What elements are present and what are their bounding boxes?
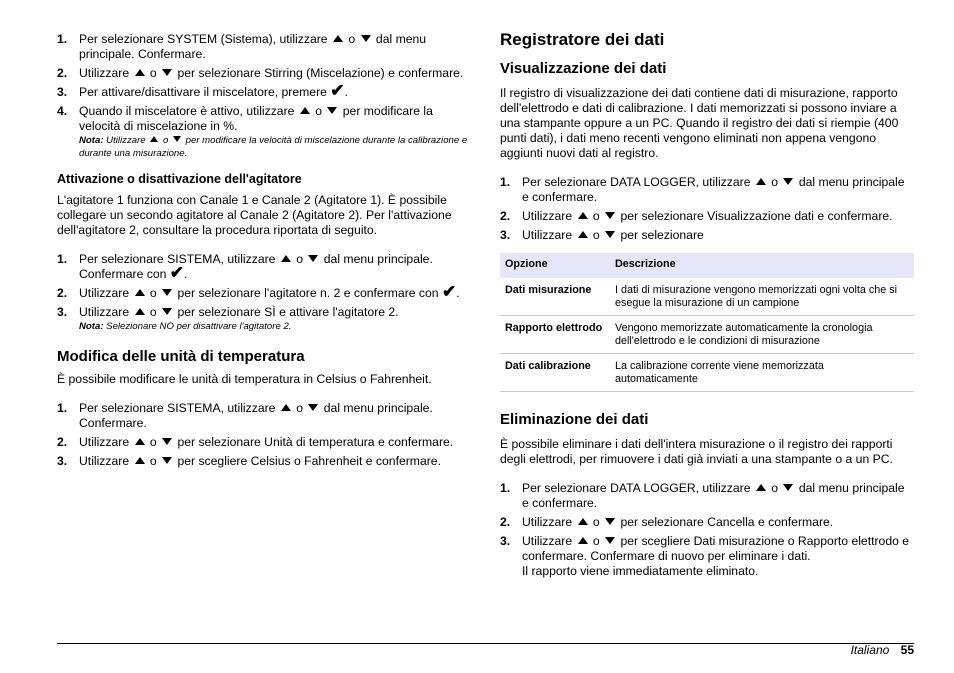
step-text: dal menu principale. Confermare con [79,252,433,281]
down-arrow-icon [162,457,172,464]
up-arrow-icon [333,35,343,42]
list-item [57,252,469,282]
list-item [500,209,914,224]
step-text: o [146,454,161,468]
page-number: 55 [900,643,914,657]
list-item [57,435,469,450]
note-label: Nota: [79,321,104,332]
list-item [57,81,469,100]
down-arrow-icon [308,255,318,262]
step-text: per selezionare Stirring (Miscelazione) e confermare. [174,66,464,80]
temperature-heading: Modifica delle unità di temperatura [57,348,305,365]
table-row [500,316,914,354]
temperature-paragraph: È possibile modificare le unità di temperatura in Celsius o Fahrenheit. [57,372,432,386]
step-number: 1. [500,175,511,189]
step-number: 2. [57,66,68,80]
step-text: Per selezionare DATA LOGGER, utilizzare [522,481,754,495]
table-cell-option: Dati calibrazione [500,354,610,392]
up-arrow-icon [281,404,291,411]
up-arrow-icon [135,438,145,445]
down-arrow-icon [783,484,793,491]
step-text: per scegliere Celsius o Fahrenheit e confermare. [174,454,441,468]
table-header-description: Descrizione [610,253,914,278]
step-text: o [589,209,604,223]
down-arrow-icon [162,289,172,296]
list-item [500,534,914,579]
step-body [522,209,914,224]
step-body [79,454,469,469]
step-text: . [184,267,188,281]
page-footer [851,643,914,658]
step-number: 4. [57,104,68,118]
table-header-row [500,253,914,278]
step-text: Utilizzare [79,66,133,80]
step-text: o [146,305,161,319]
step-text: Selezionare NO per disattivare l'agitatore 2. [103,321,292,332]
list-item [57,104,469,160]
visualization-paragraph: Il registro di visualizzazione dei dati contiene dati di misurazione, rapporto dell'elettrodo e dati di calibrazione. I dati memorizzati si possono inviare a una stampante oppure a un PC. Quando il registro dei dati si riempie (400 punti dati), i dati meno recenti vengono eliminati non appena vengono aggiunti nuovi dati al registro. [500,86,899,160]
step-text: o [589,228,604,242]
checkmark-icon: ✔ [169,263,185,282]
step-body [522,534,914,564]
table-cell-description: Vengono memorizzate automaticamente la cronologia dell'elettrodo e le condizioni di misurazione [610,316,914,354]
down-arrow-icon [783,178,793,185]
step-text: per selezionare Visualizzazione dati e confermare. [617,209,893,223]
step-result: Il rapporto viene immediatamente eliminato. [522,564,759,578]
step-text: o [311,104,326,118]
step-text: . [344,85,348,99]
up-arrow-icon [281,255,291,262]
step-text: o [344,32,359,46]
step-number: 3. [57,454,68,468]
step-text: per selezionare l'agitatore n. 2 e confermare con [174,286,442,300]
up-arrow-icon [135,308,145,315]
footer-rule [57,643,914,644]
step-number: 2. [500,209,511,223]
step-number: 3. [500,228,511,242]
delete-steps [500,481,914,579]
step-body [79,305,469,320]
step-text: dal menu principale. Confermare. [79,32,427,61]
step-text: per scegliere Dati misurazione o Rapporto elettrodo e confermare. Confermare di nuovo per eliminare i dati. [522,534,910,563]
step-text: per selezionare Cancella e confermare. [617,515,834,529]
list-item [57,401,469,431]
table-cell-description: La calibrazione corrente viene memorizzata automaticamente [610,354,914,392]
step-text: Utilizzare [522,209,576,223]
step-number: 3. [57,85,68,99]
down-arrow-icon [605,518,615,525]
checkmark-icon: ✔ [441,282,457,301]
up-arrow-icon [578,518,588,525]
table-cell-option: Rapporto elettrodo [500,316,610,354]
step-text: dal menu principale. Confermare. [79,401,433,430]
up-arrow-icon [756,484,766,491]
step-text: o [160,135,171,146]
step-text: Per selezionare SISTEMA, utilizzare [79,252,279,266]
up-arrow-icon [578,537,588,544]
step-text: o [767,481,782,495]
list-item [57,282,469,301]
down-arrow-icon [162,308,172,315]
step-number: 1. [57,252,68,266]
step-text: o [292,401,307,415]
step-note [79,134,469,160]
step-text: Per selezionare SYSTEM (Sistema), utilizzare [79,32,331,46]
list-item [500,515,914,530]
up-arrow-icon [150,136,158,142]
step-body [522,515,914,530]
step-text: dal menu principale e confermare. [522,175,905,204]
step-body [79,32,469,62]
up-arrow-icon [135,69,145,76]
step-text: o [589,515,604,529]
step-text: Per selezionare DATA LOGGER, utilizzare [522,175,754,189]
options-table [500,253,914,392]
step-number: 1. [57,401,68,415]
step-text: Utilizzare [79,454,133,468]
table-cell-description: I dati di misurazione vengono memorizzati ogni volta che si esegue la misurazione di un campione [610,278,914,316]
down-arrow-icon [308,404,318,411]
step-text: Utilizzare [103,135,149,146]
step-text: o [146,66,161,80]
right-column [500,32,914,583]
step-number: 1. [500,481,511,495]
step-body [79,282,469,301]
step-number: 1. [57,32,68,46]
agitatore-heading: Attivazione o disattivazione dell'agitatore [57,172,302,186]
down-arrow-icon [173,136,181,142]
down-arrow-icon [605,212,615,219]
up-arrow-icon [135,289,145,296]
step-body [79,66,469,81]
step-text: dal menu principale e confermare. [522,481,905,510]
down-arrow-icon [605,537,615,544]
up-arrow-icon [578,231,588,238]
footer-language: Italiano [850,643,890,657]
step-text: Utilizzare [79,435,133,449]
step-text: . [456,286,460,300]
list-item [57,66,469,81]
agitatore-paragraph: L'agitatore 1 funziona con Canale 1 e Canale 2 (Agitatore 1). È possibile collegare un secondo agitatore al Canale 2 (Agitatore 2). Per l'attivazione dell'agitatore 2, consultare la procedura riportata di seguito. [57,193,452,237]
step-body [522,175,914,205]
step-text: per modificare la velocità di miscelazione durante la calibrazione e durante una misurazione. [79,135,468,159]
system-stirring-steps [57,32,469,160]
list-item [57,454,469,469]
step-number: 2. [57,286,68,300]
step-body [79,401,469,431]
step-number: 3. [500,534,511,548]
step-text: Utilizzare [522,515,576,529]
list-item [500,175,914,205]
step-body [522,481,914,511]
down-arrow-icon [605,231,615,238]
step-text: Utilizzare [522,534,576,548]
up-arrow-icon [578,212,588,219]
step-text: Utilizzare [79,305,133,319]
step-text: o [589,534,604,548]
step-note [79,320,469,333]
step-number: 2. [57,435,68,449]
step-text: Quando il miscelatore è attivo, utilizzare [79,104,298,118]
visualization-heading: Visualizzazione dei dati [500,60,667,77]
list-item [500,481,914,511]
up-arrow-icon [135,457,145,464]
step-text: Per selezionare SISTEMA, utilizzare [79,401,279,415]
step-text: per selezionare Unità di temperatura e confermare. [174,435,454,449]
table-row [500,278,914,316]
step-body [79,81,469,100]
step-text: Per attivare/disattivare il miscelatore, premere [79,85,331,99]
step-text: per selezionare SÌ e attivare l'agitatore 2. [174,305,399,319]
step-text: o [146,435,161,449]
step-text: per selezionare [617,228,704,242]
agitatore-steps [57,252,469,333]
temperature-steps [57,401,469,469]
table-header-option: Opzione [500,253,610,278]
visualization-steps [500,175,914,243]
list-item [57,305,469,333]
step-text: per modificare la velocità di miscelazione in %. [79,104,433,133]
note-label: Nota: [79,135,104,146]
step-body [79,435,469,450]
list-item [500,228,914,243]
step-text: o [292,252,307,266]
list-item [57,32,469,62]
step-number: 3. [57,305,68,319]
down-arrow-icon [162,438,172,445]
down-arrow-icon [327,107,337,114]
step-body [79,104,469,134]
step-number: 2. [500,515,511,529]
delete-paragraph: È possibile eliminare i dati dell'intera misurazione o il registro dei rapporti degli elettrodi, per rimuovere i dati già inviati a una stampante o a un PC. [500,437,893,466]
step-body [79,252,469,282]
up-arrow-icon [756,178,766,185]
left-column [57,32,469,473]
step-text: o [146,286,161,300]
table-cell-option: Dati misurazione [500,278,610,316]
down-arrow-icon [162,69,172,76]
step-text: o [767,175,782,189]
down-arrow-icon [361,35,371,42]
step-text: Utilizzare [522,228,576,242]
table-row [500,354,914,392]
up-arrow-icon [300,107,310,114]
step-text: Utilizzare [79,286,133,300]
delete-heading: Eliminazione dei dati [500,411,649,428]
step-body [522,228,914,243]
page-section-title: Registratore dei dati [500,30,665,49]
checkmark-icon: ✔ [330,81,345,100]
